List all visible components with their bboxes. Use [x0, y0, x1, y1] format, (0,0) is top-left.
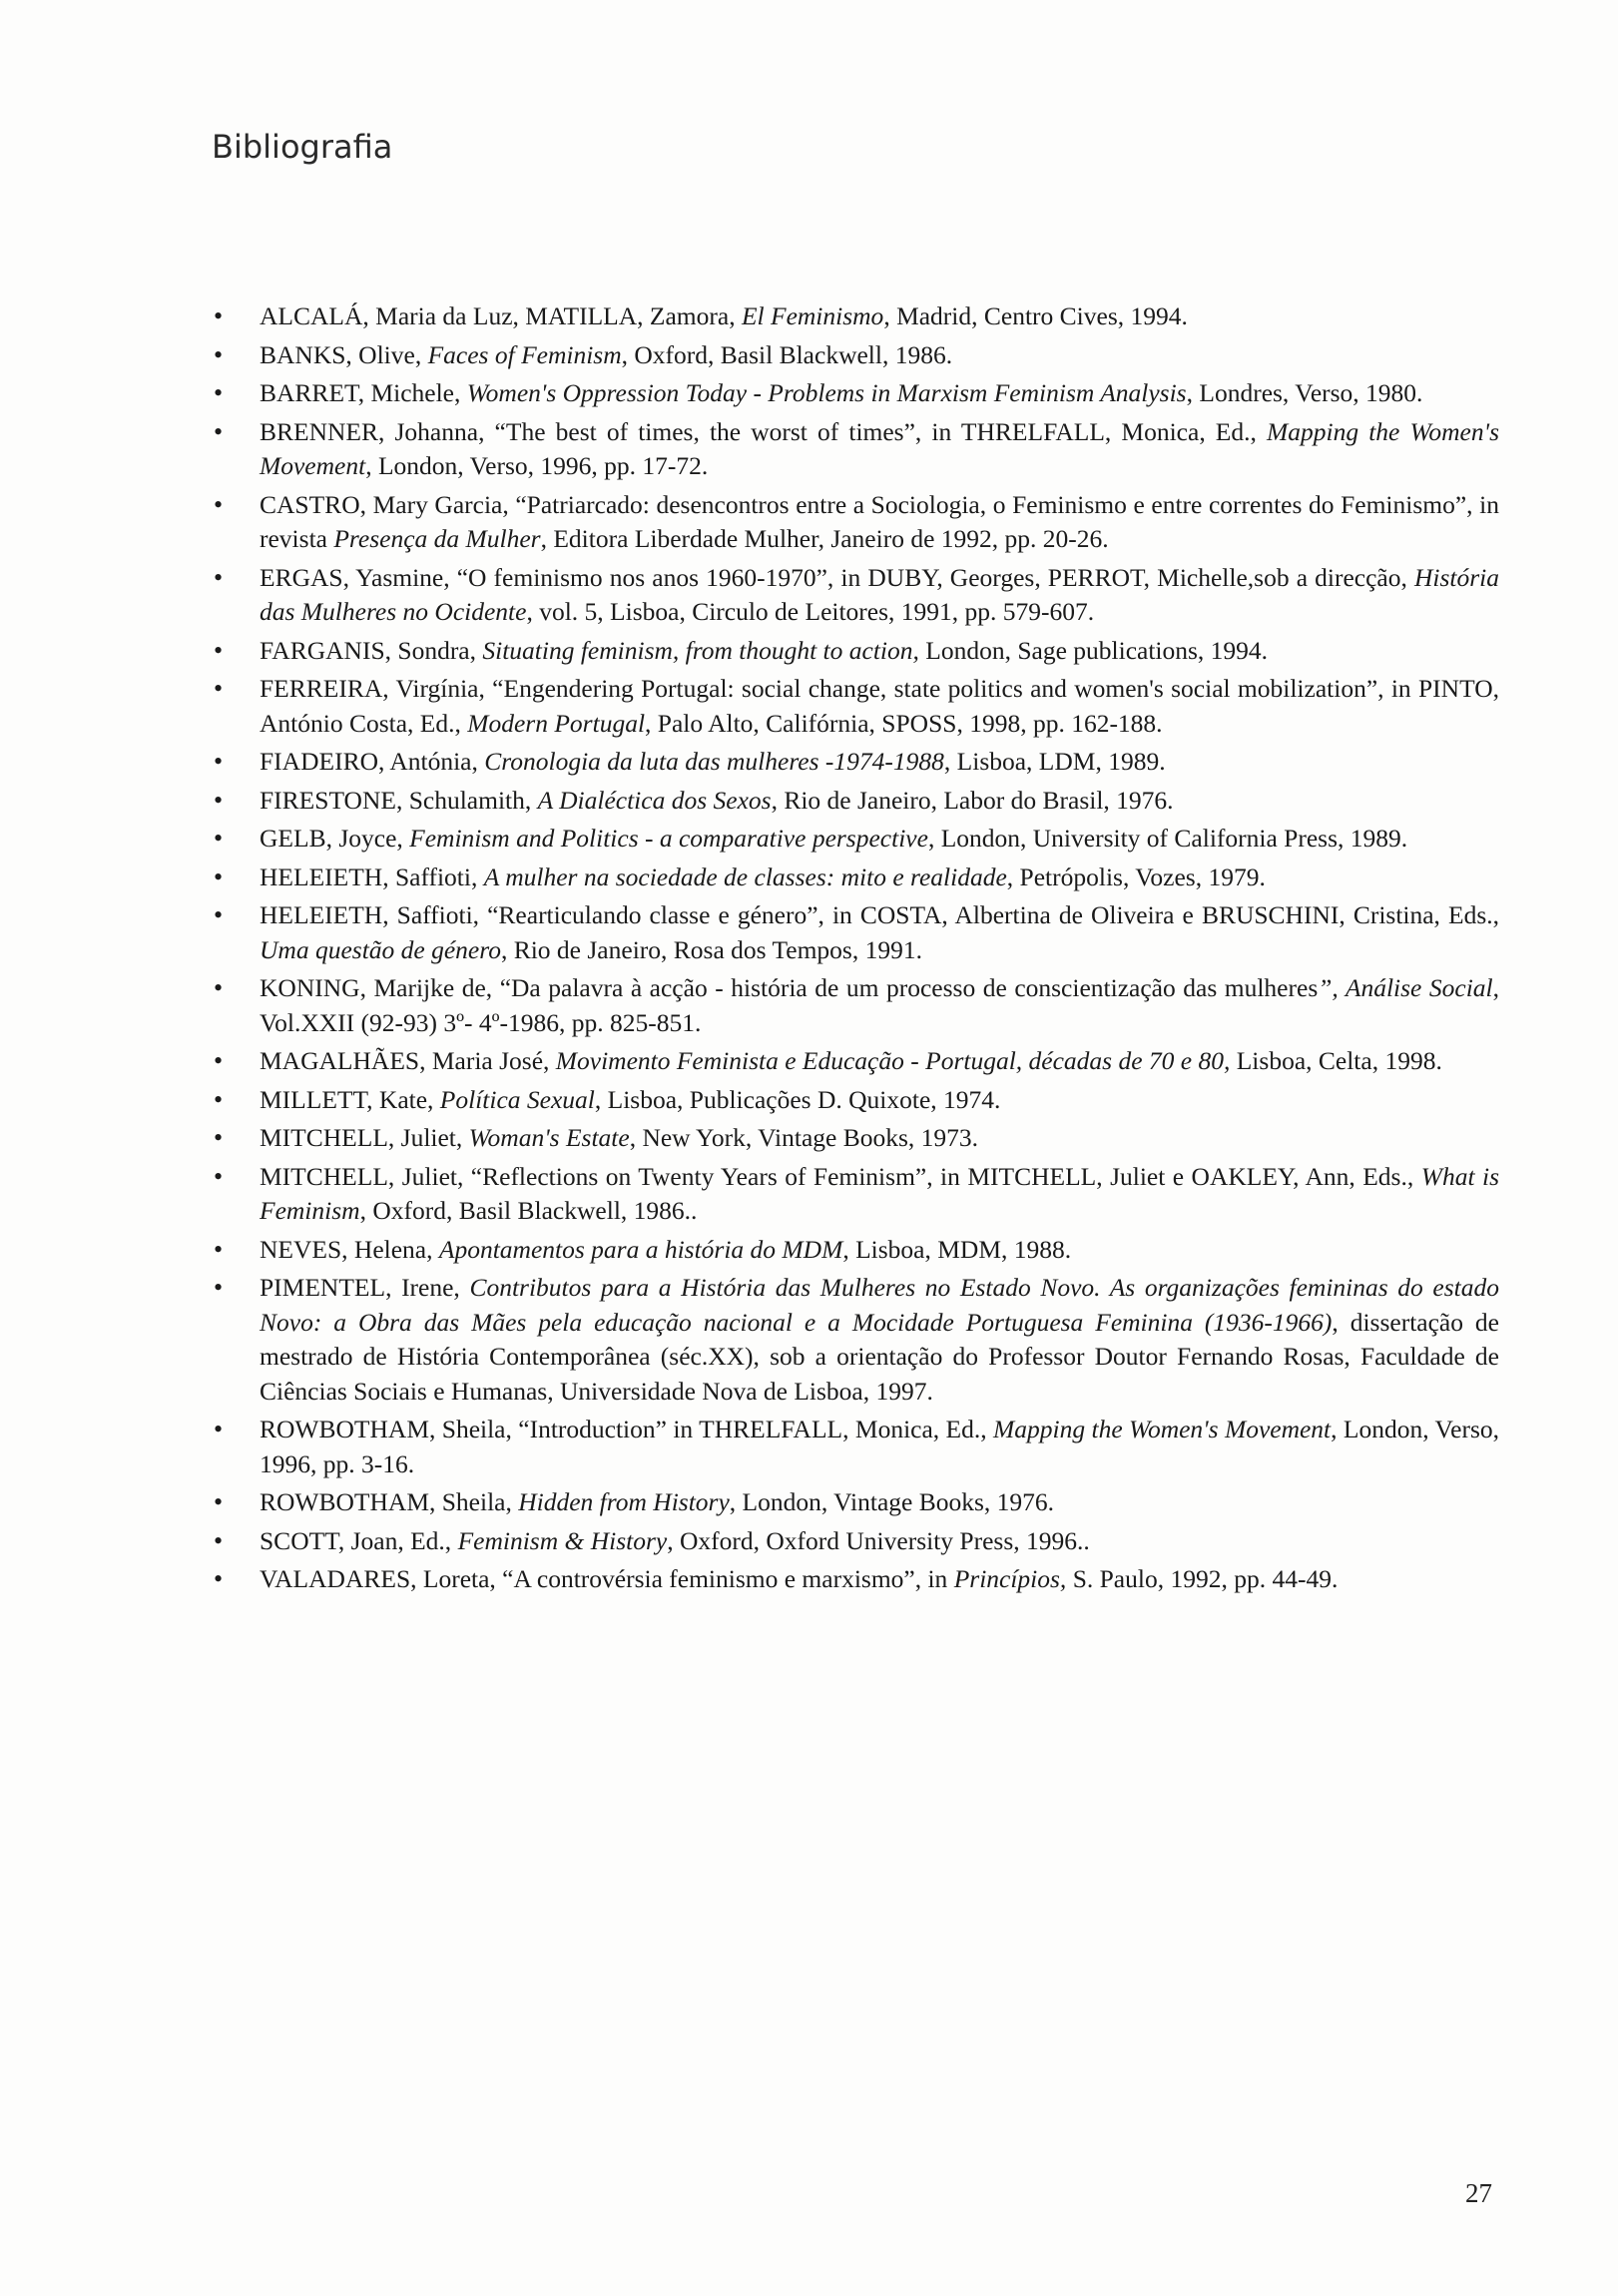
page-title: Bibliografia: [212, 128, 393, 166]
bibliography-entry: [212, 1160, 1499, 1229]
entry-title: Movimento Feminista e Educação - Portugal, décadas de 70 e 80,: [555, 1046, 1231, 1075]
entry-title: História das Mulheres no Ocidente: [260, 562, 1499, 626]
entry-text: London, Sage publications, 1994.: [918, 635, 1269, 665]
bibliography-entry: [212, 338, 1499, 373]
entry-text: , Petrópolis, Vozes, 1979.: [1006, 861, 1266, 891]
entry-text: MITCHELL, Juliet,: [260, 1123, 469, 1152]
bibliography-entry: [212, 488, 1499, 557]
entry-text: , London, Verso, 1996, pp. 17-72.: [365, 451, 709, 480]
entry-text: , Londres, Verso, 1980.: [1186, 378, 1423, 407]
entry-text: , London, Verso, 1996, pp. 3-16.: [260, 1415, 1500, 1478]
bibliography-entry: [212, 1562, 1499, 1597]
entry-title: Uma questão de género: [260, 934, 501, 964]
entry-text: , Madrid, Centro Cives, 1994.: [883, 301, 1188, 330]
entry-text: , London, University of California Press, 1989.: [927, 824, 1408, 853]
entry-title: Política Sexual: [439, 1084, 595, 1114]
entry-text: FERREIRA, Virgínia, “Engendering Portugal: social change, state politics and women's social mobilization”, in PINTO, António Costa, Ed.,: [260, 674, 1499, 738]
bibliography-entry: [212, 1044, 1499, 1079]
entry-text: , Lisboa, Publicações D. Quixote, 1974.: [594, 1084, 1001, 1114]
entry-title: El Feminismo: [741, 301, 884, 330]
entry-text: , Lisboa, LDM, 1989.: [943, 747, 1166, 776]
entry-title: What is Feminism: [260, 1161, 1499, 1225]
entry-text: ROWBOTHAM, Sheila, “Introduction” in THRELFALL, Monica, Ed.,: [260, 1415, 994, 1443]
page-number: 27: [1465, 2178, 1492, 2208]
entry-text: , vol. 5, Lisboa, Circulo de Leitores, 1991, pp. 579-607.: [526, 597, 1095, 626]
entry-text: VALADARES, Loreta, “A controvérsia feminismo e marxismo”, in: [260, 1564, 954, 1593]
bibliography-entry: [212, 745, 1499, 780]
bibliography-entry: [212, 822, 1499, 857]
entry-text: S. Paulo, 1992, pp. 44-49.: [1066, 1564, 1339, 1593]
entry-text: , Vol.XXII (92-93) 3º- 4º-1986, pp. 825-851.: [260, 973, 1500, 1037]
entry-text: GELB, Joyce,: [260, 824, 410, 853]
entry-title: Mapping the Women's Movement: [260, 416, 1499, 480]
entry-title: Feminism & History: [457, 1525, 668, 1555]
entry-title: Modern Portugal: [467, 708, 646, 738]
entry-title: ”, Análise Social: [1318, 973, 1493, 1002]
bibliography-entry: [212, 1524, 1499, 1559]
entry-title: A mulher na sociedade de classes: mito e realidade: [483, 861, 1007, 891]
bibliography-entry: [212, 898, 1499, 967]
entry-text: , New York, Vintage Books, 1973.: [629, 1123, 979, 1152]
bibliography-entry: [212, 1121, 1499, 1156]
entry-text: ERGAS, Yasmine, “O feminismo nos anos 1960-1970”, in DUBY, Georges, PERROT, Michelle,sob a direcção,: [260, 562, 1414, 592]
entry-text: MILLETT, Kate,: [260, 1084, 440, 1114]
bibliography-entry: [212, 1083, 1499, 1118]
bibliography-entry: [212, 634, 1499, 669]
entry-text: CASTRO, Mary Garcia, “Patriarcado: desencontros entre a Sociologia, o Feminismo e entre correntes do Feminismo”, in revista: [260, 489, 1499, 553]
entry-text: , Oxford, Basil Blackwell, 1986.: [621, 339, 953, 369]
entry-text: ROWBOTHAM, Sheila,: [260, 1487, 519, 1516]
bibliography-entry: [212, 561, 1499, 630]
entry-text: FIADEIRO, Antónia,: [260, 747, 485, 776]
bibliography-entry: [212, 971, 1499, 1040]
entry-text: , Oxford, Oxford University Press, 1996..: [667, 1525, 1090, 1555]
entry-title: Contributos para a História das Mulheres no Estado Novo. As organizações femininas do estado Novo: a Obra das Mães pela educação nacional e a Mocidade Portuguesa Feminina (1936-1966): [260, 1273, 1499, 1337]
entry-text: BANKS, Olive,: [260, 339, 428, 369]
entry-title: Hidden from History: [518, 1487, 730, 1516]
entry-text: MAGALHÃES, Maria José,: [260, 1046, 556, 1075]
entry-title: A Dialéctica dos Sexos: [537, 785, 772, 815]
bibliography-entry: [212, 299, 1499, 334]
entry-text: , Lisboa, MDM, 1988.: [842, 1234, 1072, 1264]
bibliography-entry: [212, 415, 1499, 484]
entry-title: Women's Oppression Today - Problems in Marxism Feminism Analysis: [466, 378, 1187, 407]
entry-text: HELEIETH, Saffioti,: [260, 861, 484, 891]
bibliography-entry: [212, 861, 1499, 895]
bibliography-entry: [212, 1271, 1499, 1409]
entry-title: Faces of Feminism: [427, 339, 622, 369]
entry-text: MITCHELL, Juliet, “Reflections on Twenty Years of Feminism”, in MITCHELL, Juliet e OAKLEY, Ann, Eds.,: [260, 1161, 1421, 1191]
entry-text: , Rio de Janeiro, Rosa dos Tempos, 1991.: [500, 934, 922, 964]
entry-title: Cronologia da luta das mulheres -1974-1988: [484, 747, 944, 776]
entry-title: Situating feminism, from thought to action,: [482, 635, 919, 665]
entry-text: , Palo Alto, Califórnia, SPOSS, 1998, pp. 162-188.: [645, 708, 1163, 738]
entry-text: , Oxford, Basil Blackwell, 1986..: [359, 1196, 698, 1225]
entry-text: Lisboa, Celta, 1998.: [1230, 1046, 1442, 1075]
entry-text: HELEIETH, Saffioti, “Rearticulando classe e género”, in COSTA, Albertina de Oliveira e BRUSCHINI, Cristina, Eds.,: [260, 900, 1499, 929]
entry-text: FARGANIS, Sondra,: [260, 635, 483, 665]
entry-title: Presença da Mulher: [333, 524, 541, 553]
entry-title: Feminism and Politics - a comparative perspective: [409, 824, 928, 853]
entry-text: NEVES, Helena,: [260, 1234, 439, 1264]
bibliography-entry: [212, 376, 1499, 411]
bibliography-list: [212, 299, 1499, 1601]
entry-title: Mapping the Women's Movement: [993, 1415, 1332, 1443]
bibliography-entry: [212, 672, 1499, 741]
entry-text: , Rio de Janeiro, Labor do Brasil, 1976.: [771, 785, 1174, 815]
entry-text: KONING, Marijke de, “Da palavra à acção - história de um processo de conscientização das mulheres: [260, 973, 1319, 1002]
bibliography-entry: [212, 1233, 1499, 1268]
entry-text: SCOTT, Joan, Ed.,: [260, 1525, 458, 1555]
bibliography-entry: [212, 1485, 1499, 1520]
bibliography-entry: [212, 784, 1499, 819]
entry-text: , London, Vintage Books, 1976.: [729, 1487, 1055, 1516]
entry-title: Apontamentos para a história do MDM: [438, 1234, 843, 1264]
entry-text: FIRESTONE, Schulamith,: [260, 785, 538, 815]
bibliography-entry: [212, 1413, 1499, 1481]
entry-text: ALCALÁ, Maria da Luz, MATILLA, Zamora,: [260, 301, 742, 330]
entry-text: , dissertação de mestrado de História Contemporânea (séc.XX), sob a orientação do Professor Doutor Fernando Rosas, Faculdade de Ciências Sociais e Humanas, Universidade Nova de Lisboa, 1997.: [260, 1307, 1499, 1406]
entry-title: Princípios,: [953, 1564, 1067, 1593]
entry-text: BRENNER, Johanna, “The best of times, the worst of times”, in THRELFALL, Monica, Ed.,: [260, 416, 1268, 446]
entry-title: Woman's Estate: [468, 1123, 630, 1152]
entry-text: PIMENTEL, Irene,: [260, 1273, 470, 1302]
entry-text: BARRET, Michele,: [260, 378, 467, 407]
entry-text: , Editora Liberdade Mulher, Janeiro de 1992, pp. 20-26.: [540, 524, 1109, 553]
